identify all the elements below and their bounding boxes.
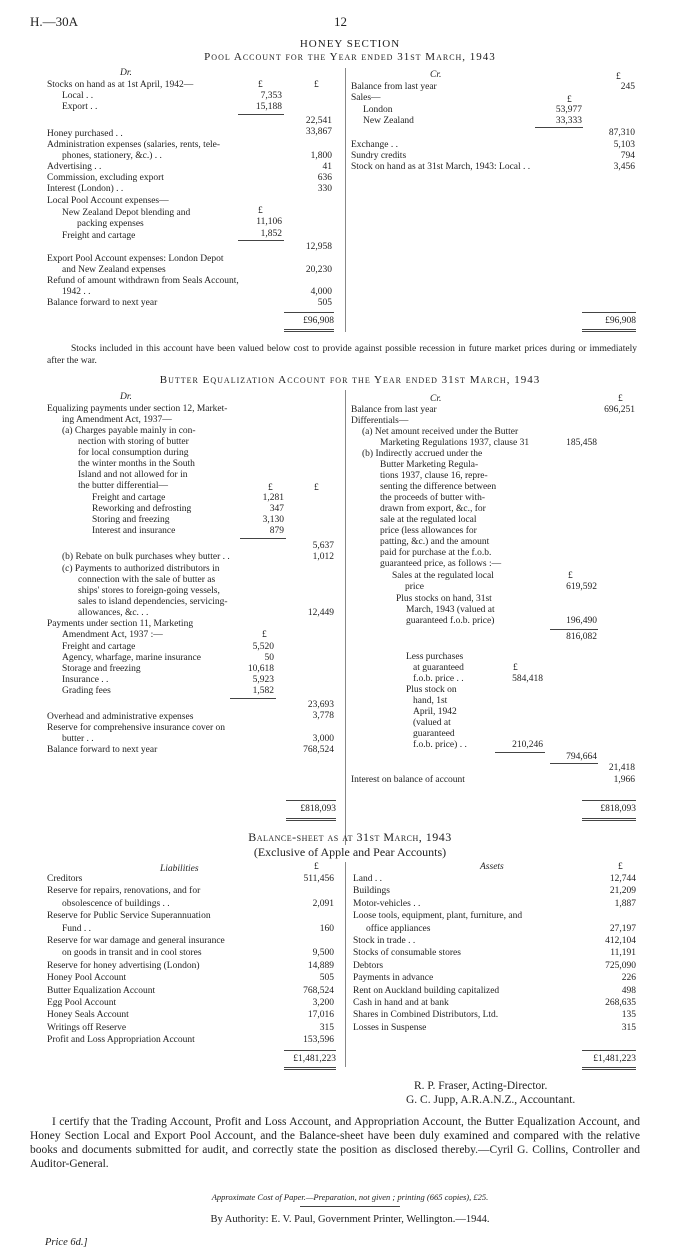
pound-sign: £ <box>618 862 623 872</box>
double-rule <box>582 818 636 821</box>
rule <box>238 114 284 115</box>
page-number: 12 <box>334 14 347 29</box>
amount: 53,977 <box>555 105 582 115</box>
ledger-item: guaranteed f.o.b. price) <box>406 616 495 626</box>
ledger-item: (a) Net amount received under the Butter <box>362 427 519 437</box>
pound-sign: £ <box>567 95 572 105</box>
ledger-item: (valued at <box>413 718 451 728</box>
pound-sign: £ <box>513 663 518 673</box>
rule <box>300 1206 400 1207</box>
liability-row-amount: 160 <box>319 923 334 934</box>
ledger-item: nection with storing of butter <box>78 437 189 447</box>
total-amount: £818,093 <box>300 804 336 814</box>
amount: 12,958 <box>305 242 332 252</box>
amount: 768,524 <box>303 745 334 755</box>
ledger-item: Reserve for comprehensive insurance cover on <box>47 723 226 733</box>
ledger-item: Honey purchased . . <box>47 129 123 139</box>
ledger-item: tions 1937, clause 16, repre- <box>380 471 488 481</box>
ledger-item: New Zealand Depot blending and <box>62 208 191 218</box>
double-rule <box>582 329 636 332</box>
cost-note: Approximate Cost of Paper.—Preparation, not given ; printing (665 copies), £25. <box>211 1192 489 1202</box>
asset-row-label: Buildings <box>353 886 390 897</box>
amount: 5,103 <box>613 140 635 150</box>
amount: 7,353 <box>260 91 282 101</box>
liability-row-label: Reserve for war damage and general insurance <box>47 936 225 946</box>
amount: 185,458 <box>566 438 597 448</box>
honey-section-heading: HONEY SECTION <box>299 38 401 50</box>
liability-row-amount: 9,500 <box>312 948 334 959</box>
rule <box>286 800 336 801</box>
amount: 210,246 <box>512 740 543 750</box>
rule <box>240 538 286 539</box>
ledger-item: Agency, wharfage, marine insurance <box>62 653 201 663</box>
cr-label: Cr. <box>430 394 442 404</box>
dr-label: Dr. <box>120 68 132 78</box>
amount: 696,251 <box>604 405 635 415</box>
ledger-item: packing expenses <box>77 219 144 229</box>
total-amount: £96,908 <box>605 316 636 326</box>
ledger-item: the proceeds of butter with- <box>380 493 485 503</box>
ledger-item: drawn from export, &c., for <box>380 504 486 514</box>
ledger-item: Grading fees <box>62 686 111 696</box>
amount: 41 <box>322 162 332 172</box>
liability-row-label: Creditors <box>47 874 83 884</box>
amount: 1,800 <box>310 151 332 161</box>
pound-sign: £ <box>618 394 623 404</box>
rule <box>582 1050 636 1051</box>
amount: 11,106 <box>256 217 282 227</box>
amount: 87,310 <box>608 128 635 138</box>
ledger-item: Freight and cartage <box>62 231 136 241</box>
liability-row-label: Egg Pool Account <box>47 998 117 1008</box>
liability-row-amount: 505 <box>319 973 334 984</box>
ledger-item: New Zealand <box>363 116 414 126</box>
pound-sign: £ <box>258 206 263 216</box>
ledger-item: Export . . <box>62 102 98 112</box>
rule <box>238 240 284 241</box>
ledger-item: ships' stores to foreign-going vessels, <box>78 586 220 596</box>
ledger-item: London <box>363 105 393 115</box>
ledger-item: Export Pool Account expenses: London Depot <box>47 254 224 264</box>
ledger-item: connection with the sale of butter as <box>78 575 216 585</box>
ledger-item: f.o.b. price) . . <box>413 740 467 750</box>
ledger-item: Local Pool Account expenses— <box>47 196 169 206</box>
pound-sign: £ <box>314 483 319 493</box>
amount: 3,000 <box>312 734 334 744</box>
ledger-item: Payments under section 11, Marketing <box>47 619 194 629</box>
ledger-item: March, 1943 (valued at <box>406 605 495 615</box>
asset-row-amount: 315 <box>621 1022 636 1033</box>
ledger-item: Local . . <box>62 91 94 101</box>
ledger-item: Stock on hand as at 31st March, 1943: Local . . <box>351 162 531 172</box>
liability-row-label: on goods in transit and in cool stores <box>62 948 202 959</box>
amount: 5,637 <box>312 541 334 551</box>
total-amount: £818,093 <box>600 804 636 814</box>
ledger-item: Marketing Regulations 1937, clause 31 <box>380 438 530 448</box>
amount: 196,490 <box>566 616 597 626</box>
ledger-item: Balance from last year <box>351 405 437 415</box>
ledger-item: Plus stock on <box>406 685 457 695</box>
ledger-item: guaranteed <box>413 729 455 739</box>
ledger-item: Balance forward to next year <box>47 298 158 308</box>
authority-line: By Authority: E. V. Paul, Government Printer, Wellington.—1944. <box>210 1214 490 1225</box>
liability-row-amount: 14,889 <box>307 960 334 971</box>
amount: 4,000 <box>310 287 332 297</box>
amount: 794 <box>620 151 635 161</box>
ledger-item: butter . . <box>62 734 94 744</box>
liability-row-amount: 2,091 <box>312 898 334 909</box>
ledger-item: Sales— <box>351 93 381 103</box>
balance-sheet-subtitle: (Exclusive of Apple and Pear Accounts) <box>253 845 447 859</box>
ledger-item: Exchange . . <box>351 140 398 150</box>
amount: 330 <box>317 184 332 194</box>
ledger-item: at guaranteed <box>413 663 464 673</box>
balance-sheet-title: Balance-sheet as at 31st March, 1943 <box>248 830 452 844</box>
amount: 12,449 <box>307 608 334 618</box>
amount: 10,618 <box>247 664 274 674</box>
asset-row-label: Payments in advance <box>353 973 434 984</box>
amount: 22,541 <box>305 116 332 126</box>
double-rule <box>284 1067 336 1070</box>
amount: 1,852 <box>260 229 282 239</box>
liability-row-label: Reserve for honey advertising (London) <box>47 960 200 971</box>
liability-row-label: obsolescence of buildings . . <box>62 898 170 909</box>
asset-row-label: Cash in hand and at bank <box>353 998 449 1008</box>
asset-row-label: Shares in Combined Distributors, Ltd. <box>353 1010 499 1021</box>
pound-sign: £ <box>258 80 263 90</box>
ledger-item: April, 1942 <box>413 707 457 717</box>
ledger-item: Butter Marketing Regula- <box>380 460 479 470</box>
ledger-item: Island and not allowed for in <box>78 470 188 480</box>
liability-row-label: Profit and Loss Appropriation Account <box>47 1035 195 1046</box>
ledger-item: for local consumption during <box>78 448 189 458</box>
rule <box>550 629 598 630</box>
asset-row-label: Land . . <box>353 874 383 884</box>
ledger-item: Storing and freezing <box>92 515 170 525</box>
ledger-item: senting the difference between <box>380 482 497 492</box>
ledger-item: Sales at the regulated local <box>392 571 494 581</box>
ledger-item: Reworking and defrosting <box>92 504 192 514</box>
assets-heading: Assets <box>480 862 504 872</box>
amount: 3,130 <box>262 515 284 525</box>
rule <box>284 312 334 313</box>
liability-row-label: Honey Seals Account <box>47 1010 129 1021</box>
pound-sign: £ <box>314 80 319 90</box>
amount: 3,778 <box>312 711 334 721</box>
ledger-item: Advertising . . <box>47 162 102 172</box>
ledger-item: guaranteed price, as follows :— <box>380 559 502 569</box>
ledger-item: allowances, &c. . . <box>78 608 149 618</box>
asset-row-label: Motor-vehicles . . <box>353 898 421 909</box>
ledger-item: Insurance . . <box>62 675 109 685</box>
document-reference: H.—30A <box>30 14 79 29</box>
liability-row-label: Writings off Reserve <box>47 1022 127 1033</box>
amount: 816,082 <box>566 632 597 642</box>
amount: 33,867 <box>305 127 332 137</box>
total-amount: £96,908 <box>303 316 334 326</box>
rule <box>582 800 636 801</box>
amount: 1,281 <box>262 493 284 503</box>
asset-row-label: Losses in Suspense <box>353 1022 427 1033</box>
amount: 347 <box>269 504 284 514</box>
ledger-item: (a) Charges payable mainly in con- <box>62 426 196 436</box>
asset-row-amount: 135 <box>621 1010 636 1021</box>
asset-row-amount: 412,104 <box>605 936 636 946</box>
ledger-item: the butter differential— <box>78 481 169 491</box>
amount: 879 <box>269 526 284 536</box>
rule <box>495 752 545 753</box>
amount: 505 <box>317 298 332 308</box>
ledger-item: (c) Payments to authorized distributors in <box>62 564 220 574</box>
ledger-item: price <box>405 582 424 592</box>
amount: 245 <box>620 82 635 92</box>
ledger-item: Freight and cartage <box>62 642 136 652</box>
honey-note: Stocks included in this account have been valued below cost to provide against possible recession in future market prices during or immediately after the war. <box>47 344 637 366</box>
pound-sign: £ <box>616 72 621 82</box>
ledger-item: ing Amendment Act, 1937— <box>62 415 172 425</box>
amount: 21,418 <box>608 763 635 773</box>
asset-row-amount: 226 <box>621 973 636 984</box>
ledger-item: Amendment Act, 1937 :— <box>62 630 163 640</box>
ledger-item: phones, stationery, &c.) . . <box>62 151 162 161</box>
pound-sign: £ <box>268 483 273 493</box>
asset-row-amount: 268,635 <box>605 998 636 1008</box>
amount: 636 <box>317 173 332 183</box>
pound-sign: £ <box>568 571 573 581</box>
ledger-item: Differentials— <box>351 416 409 426</box>
pound-sign: £ <box>314 862 319 872</box>
signature-accountant: G. C. Jupp, A.R.A.N.Z., Accountant. <box>406 1094 576 1106</box>
liability-row-amount: 17,016 <box>307 1010 334 1021</box>
rule <box>582 312 636 313</box>
ledger-item: Interest on balance of account <box>351 775 465 785</box>
ledger-item: Administration expenses (salaries, rents, tele- <box>47 140 221 150</box>
column-divider <box>345 390 346 845</box>
ledger-item: Storage and freezing <box>62 664 141 674</box>
amount: 5,923 <box>252 675 274 685</box>
liability-row-amount: 315 <box>319 1022 334 1033</box>
amount: 584,418 <box>512 674 543 684</box>
amount: 50 <box>264 653 274 663</box>
amount: 33,333 <box>555 116 582 126</box>
total-liabilities: £1,481,223 <box>293 1054 336 1064</box>
rule <box>230 698 276 699</box>
amount: 794,664 <box>566 752 597 762</box>
asset-row-amount: 1,887 <box>614 898 636 909</box>
liability-row-amount: 3,200 <box>312 998 334 1008</box>
pound-sign: £ <box>262 630 267 640</box>
amount: 1,966 <box>613 775 635 785</box>
column-divider <box>345 862 346 1067</box>
ledger-item: Overhead and administrative expenses <box>47 712 194 722</box>
liability-row-label: Butter Equalization Account <box>47 985 156 996</box>
cr-label: Cr. <box>430 70 442 80</box>
honey-account-title: Pool Account for the Year ended 31st March, 1943 <box>204 51 496 63</box>
asset-row-label: Stock in trade . . <box>353 936 416 946</box>
liabilities-heading: Liabilities <box>160 864 199 874</box>
liability-row-label: Reserve for repairs, renovations, and for <box>47 886 201 897</box>
asset-row-amount: 11,191 <box>610 948 636 959</box>
ledger-item: patting, &c.) and the amount <box>380 537 490 547</box>
liability-row-amount: 511,456 <box>303 874 334 884</box>
ledger-item: 1942 . . <box>62 287 91 297</box>
liability-row-label: Fund . . <box>62 923 92 934</box>
amount: 15,188 <box>255 102 282 112</box>
asset-row-amount: 498 <box>621 985 636 996</box>
asset-row-amount: 27,197 <box>609 923 636 934</box>
asset-row-label: Loose tools, equipment, plant, furniture, and <box>353 911 523 922</box>
ledger-item: Plus stocks on hand, 31st <box>396 594 492 604</box>
liability-row-amount: 153,596 <box>303 1035 334 1046</box>
ledger-item: hand, 1st <box>413 696 448 706</box>
ledger-item: (b) Indirectly accrued under the <box>362 449 483 459</box>
double-rule <box>286 818 336 821</box>
butter-account-title: Butter Equalization Account for the Year ended 31st March, 1943 <box>159 374 541 386</box>
asset-row-label: Rent on Auckland building capitalized <box>353 985 500 996</box>
asset-row-label: Stocks of consumable stores <box>353 948 461 959</box>
ledger-item: f.o.b. price . . <box>413 674 464 684</box>
ledger-item: sales to island dependencies, servicing- <box>78 597 228 607</box>
signature-director: R. P. Fraser, Acting-Director. <box>414 1080 548 1092</box>
total-assets: £1,481,223 <box>593 1054 636 1064</box>
dr-label: Dr. <box>120 392 132 402</box>
ledger-item: Stocks on hand as at 1st April, 1942— <box>47 80 194 90</box>
ledger-item: Commission, excluding export <box>47 173 164 183</box>
ledger-item: price (less allowances for <box>380 526 477 536</box>
double-rule <box>284 329 334 332</box>
liability-row-amount: 768,524 <box>303 985 334 996</box>
ledger-item: the winter months in the South <box>78 459 195 469</box>
audit-certification: I certify that the Trading Account, Profit and Loss Account, and Appropriation Account, the Butter Equalization Account, and Honey Section Local and Export Pool Account, and the Balance-sheet have been duly examined and compared with the relative books and documents submitted for audit, and correctly state the position as disclosed thereby.—Cyril G. Collins, Controller and Auditor-General. <box>30 1116 640 1170</box>
liability-row-label: Honey Pool Account <box>47 973 127 984</box>
ledger-item: (b) Rebate on bulk purchases whey butter . . <box>62 552 230 562</box>
ledger-item: Refund of amount withdrawn from Seals Account, <box>47 276 239 286</box>
ledger-item: Equalizing payments under section 12, Market- <box>47 404 228 414</box>
amount: 5,520 <box>252 642 274 652</box>
price: Price 6d.] <box>45 1237 88 1248</box>
amount: 619,592 <box>566 582 597 592</box>
asset-row-label: Debtors <box>353 960 384 971</box>
ledger-item: Interest (London) . . <box>47 184 124 194</box>
rule <box>284 1050 336 1051</box>
amount: 3,456 <box>613 162 635 172</box>
ledger-item: and New Zealand expenses <box>62 265 166 275</box>
asset-row-label: office appliances <box>366 923 431 934</box>
asset-row-amount: 725,090 <box>605 960 636 971</box>
asset-row-amount: 12,744 <box>609 874 636 884</box>
asset-row-amount: 21,209 <box>609 886 636 897</box>
amount: 23,693 <box>307 700 334 710</box>
ledger-item: Interest and insurance <box>92 526 176 536</box>
liability-row-label: Reserve for Public Service Superannuation <box>47 911 211 922</box>
amount: 1,012 <box>312 552 334 562</box>
rule <box>535 127 583 128</box>
ledger-item: paid for purchase at the f.o.b. <box>380 548 492 558</box>
ledger-item: Sundry credits <box>351 151 407 161</box>
ledger-item: Balance forward to next year <box>47 745 158 755</box>
amount: 20,230 <box>305 265 332 275</box>
double-rule <box>582 1067 636 1070</box>
ledger-item: Freight and cartage <box>92 493 166 503</box>
ledger-item: Less purchases <box>406 652 464 662</box>
amount: 1,582 <box>252 686 274 696</box>
ledger-item: sale at the regulated local <box>380 515 477 525</box>
column-divider <box>345 68 346 332</box>
ledger-item: Balance from last year <box>351 82 437 92</box>
